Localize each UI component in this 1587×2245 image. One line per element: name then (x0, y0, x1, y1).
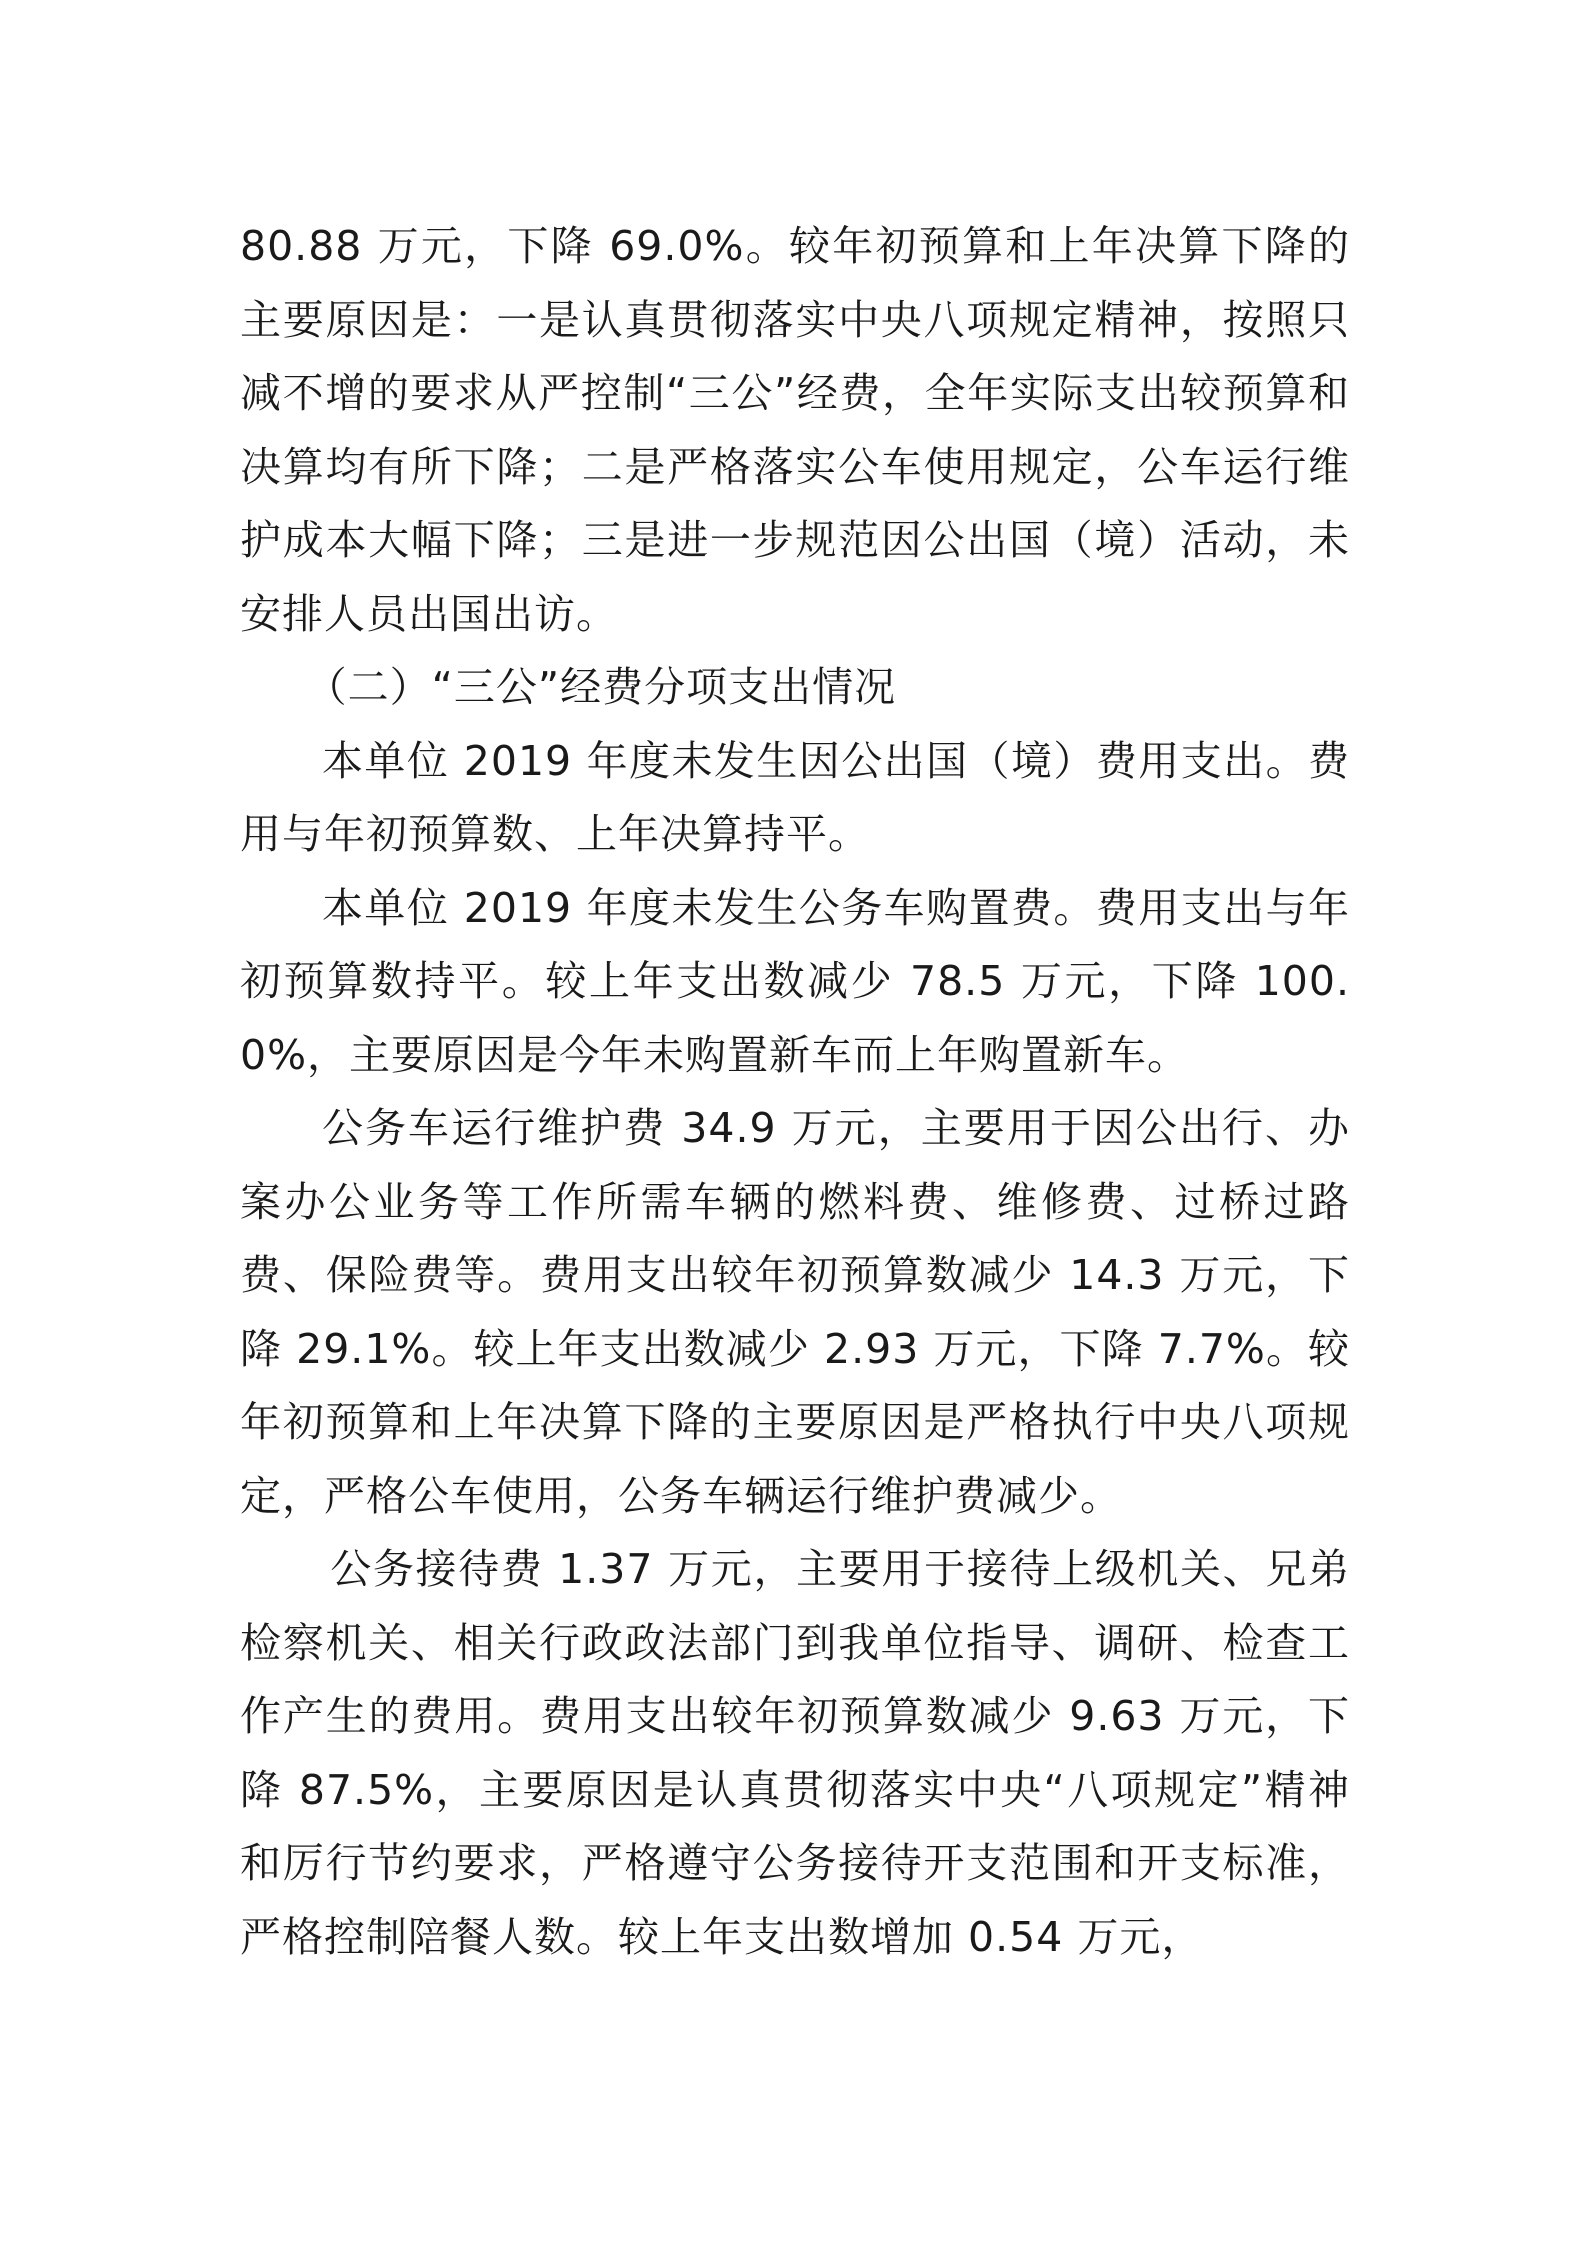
paragraph-vehicle-maintenance: 公务车运行维护费 34.9 万元，主要用于因公出行、办案办公业务等工作所需车辆的燃料费、维修费、过桥过路费、保险费等。费用支出较年初预算数减少 14.3 万元，下降 29.1%。较上年支出数减少 2.93 万元，下降 7.7%。较年初预算和上年决算下降的主要原因是严格执行中央八项规定，严格公车使用，公务车辆运行维护费减少。 (240, 1104, 1350, 1520)
paragraph-vehicle-purchase: 本单位 2019 年度未发生公务车购置费。费用支出与年初预算数持平。较上年支出数减少 78.5 万元，下降 100.0%，主要原因是今年未购置新车而上年购置新车。 (240, 883, 1350, 1079)
paragraph-continuation: 80.88 万元，下降 69.0%。较年初预算和上年决算下降的主要原因是：一是认真贯彻落实中央八项规定精神，按照只减不增的要求从严控制“三公”经费，全年实际支出较预算和决算均有所下降；二是严格落实公车使用规定，公车运行维护成本大幅下降；三是进一步规范因公出国（境）活动，未安排人员出国出访。 (240, 222, 1350, 638)
document-page (240, 210, 1350, 1974)
paragraph-reception: 公务接待费 1.37 万元，主要用于接待上级机关、兄弟检察机关、相关行政政法部门到我单位指导、调研、检查工作产生的费用。费用支出较年初预算数减少 9.63 万元，下降 87.5%，主要原因是认真贯彻落实中央“八项规定”精神和厉行节约要求，严格遵守公务接待开支范围和开支标准，严格控制陪餐人数。较上年支出数增加 0.54 万元， (240, 1545, 1350, 1961)
section-heading: （二）“三公”经费分项支出情况 (305, 663, 897, 711)
paragraph-travel-abroad: 本单位 2019 年度未发生因公出国（境）费用支出。费用与年初预算数、上年决算持平。 (240, 736, 1350, 858)
